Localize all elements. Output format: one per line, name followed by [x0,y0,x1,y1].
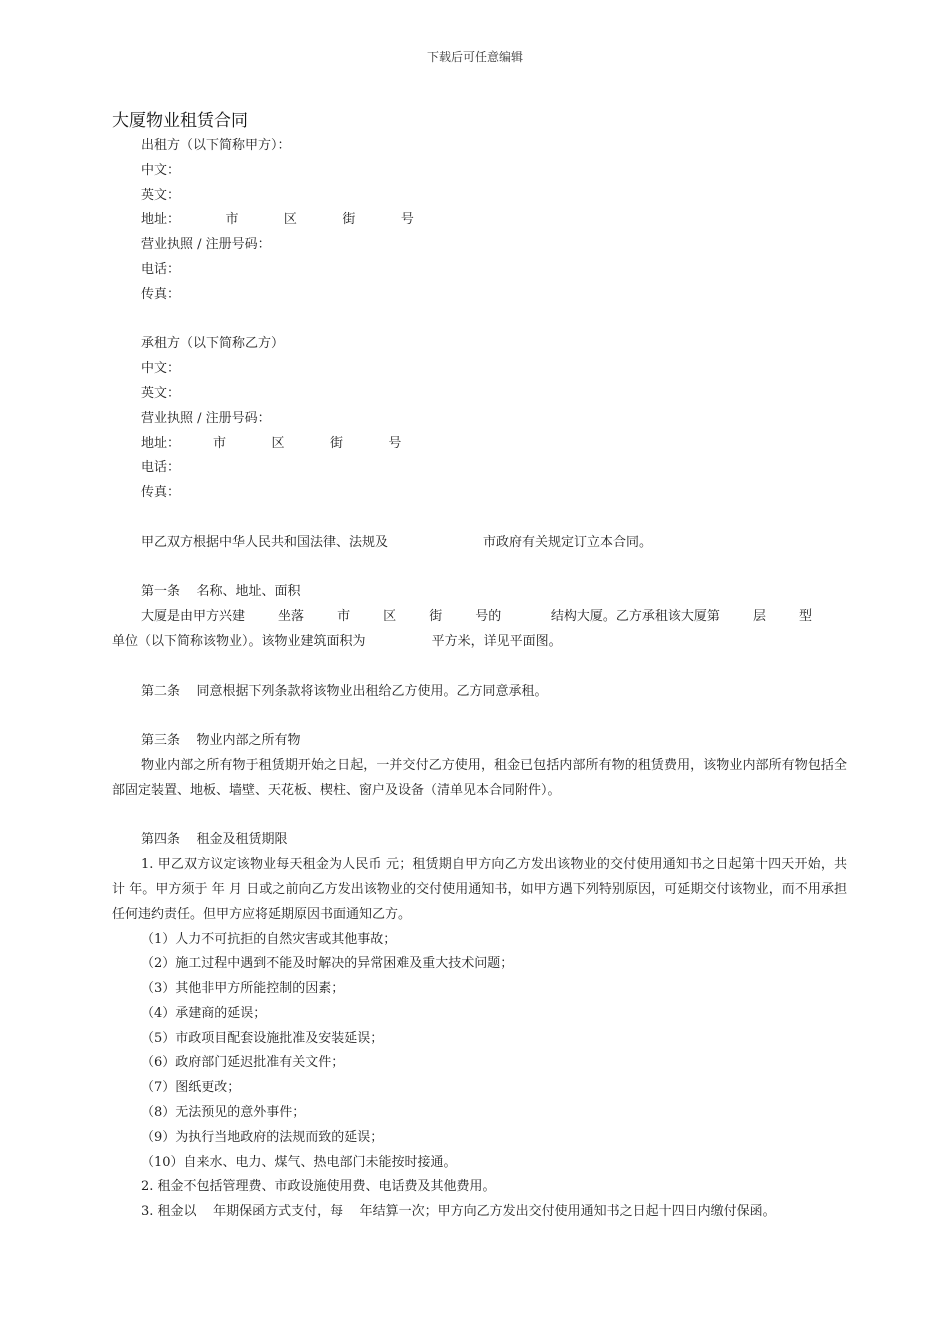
document-body [112,134,847,1225]
article4-reason: （2）施工过程中遇到不能及时解决的异常困难及重大技术问题； [141,956,514,972]
lessee-phone: 电话： [141,460,181,476]
article4-reason: （8）无法预见的意外事件； [141,1105,306,1121]
lessee-license: 营业执照 / 注册号码： [141,410,271,426]
lessee-english-name: 英文： [141,385,181,401]
article4-reason: （3）其他非甲方所能控制的因素； [141,981,345,997]
spacer [112,308,847,333]
lessee-heading: 承租方（以下简称乙方） [141,336,285,352]
spacer [112,804,847,829]
article3-body: 物业内部之所有物于租赁期开始之日起，一并交付乙方使用，租金已包括内部所有物的租赁费用，该物业内部所有物包括全部固定装置、地板、墙壁、天花板、楔柱、窗户及设备（清单见本合同附件）。 [112,757,847,798]
article1-line1: 大厦是由甲方兴建 坐落 市 区 街 号的 结构大厦。乙方承租该大厦第 层 型 [141,609,812,625]
lessor-fax: 传真： [141,286,181,302]
spacer [112,506,847,531]
article3-heading: 第三条 物业内部之所有物 [141,733,301,749]
spacer [112,704,847,729]
article4-clause2: 2. 租金不包括管理费、市政设施使用费、电话费及其他费用。 [141,1179,496,1195]
lessee-fax: 传真： [141,485,181,501]
header-note: 下载后可任意编辑 [426,50,523,64]
article4-reason: （1）人力不可抗拒的自然灾害或其他事故； [141,931,397,947]
document-title: 大厦物业租赁合同 [112,111,248,131]
spacer [112,556,847,581]
lessor-address: 地址： 市 区 街 号 [141,212,414,228]
lessor-phone: 电话： [141,261,181,277]
article4-clause1: 1. 甲乙双方议定该物业每天租金为人民币 元；租赁期自甲方向乙方发出该物业的交付使用通知书之日起第十四天开始，共计 年。甲方须于 年 月 日或之前向乙方发出该物业的交付使用通知书，如甲方遇下列特别原因，可延期交付该物业，而不用承担任何违约责任。但甲方应将延期原因书面通知乙方。 [112,857,847,922]
spacer [112,655,847,680]
lessor-chinese-name: 中文： [141,162,181,178]
article4-reason: （10）自来水、电力、煤气、热电部门未能按时接通。 [141,1154,457,1170]
lessee-chinese-name: 中文： [141,361,181,377]
article1-heading: 第一条 名称、地址、面积 [141,584,301,600]
article4-reason: （9）为执行当地政府的法规而致的延误； [141,1129,384,1145]
article4-heading: 第四条 租金及租赁期限 [141,832,288,848]
article4-reason: （4）承建商的延误； [141,1005,267,1021]
lessor-license: 营业执照 / 注册号码： [141,237,271,253]
preamble: 甲乙双方根据中华人民共和国法律、法规及 市政府有关规定订立本合同。 [141,534,653,550]
article4-reason: （7）图纸更改； [141,1080,241,1096]
article4-clause3: 3. 租金以 年期保函方式支付，每 年结算一次；甲方向乙方发出交付使用通知书之日起十四日内缴付保函。 [141,1204,776,1220]
lessor-heading: 出租方（以下简称甲方）： [141,138,291,153]
article4-reason: （6）政府部门延迟批准有关文件； [141,1055,345,1071]
article1-line2: 单位（以下简称该物业）。该物业建筑面积为 平方米，详见平面图。 [112,633,562,649]
lessor-english-name: 英文： [141,187,181,203]
article2-heading: 第二条 同意根据下列条款将该物业出租给乙方使用。乙方同意承租。 [141,683,548,699]
lessee-address: 地址： 市 区 街 号 [141,435,402,451]
article4-reason: （5）市政项目配套设施批准及安装延误； [141,1030,384,1046]
